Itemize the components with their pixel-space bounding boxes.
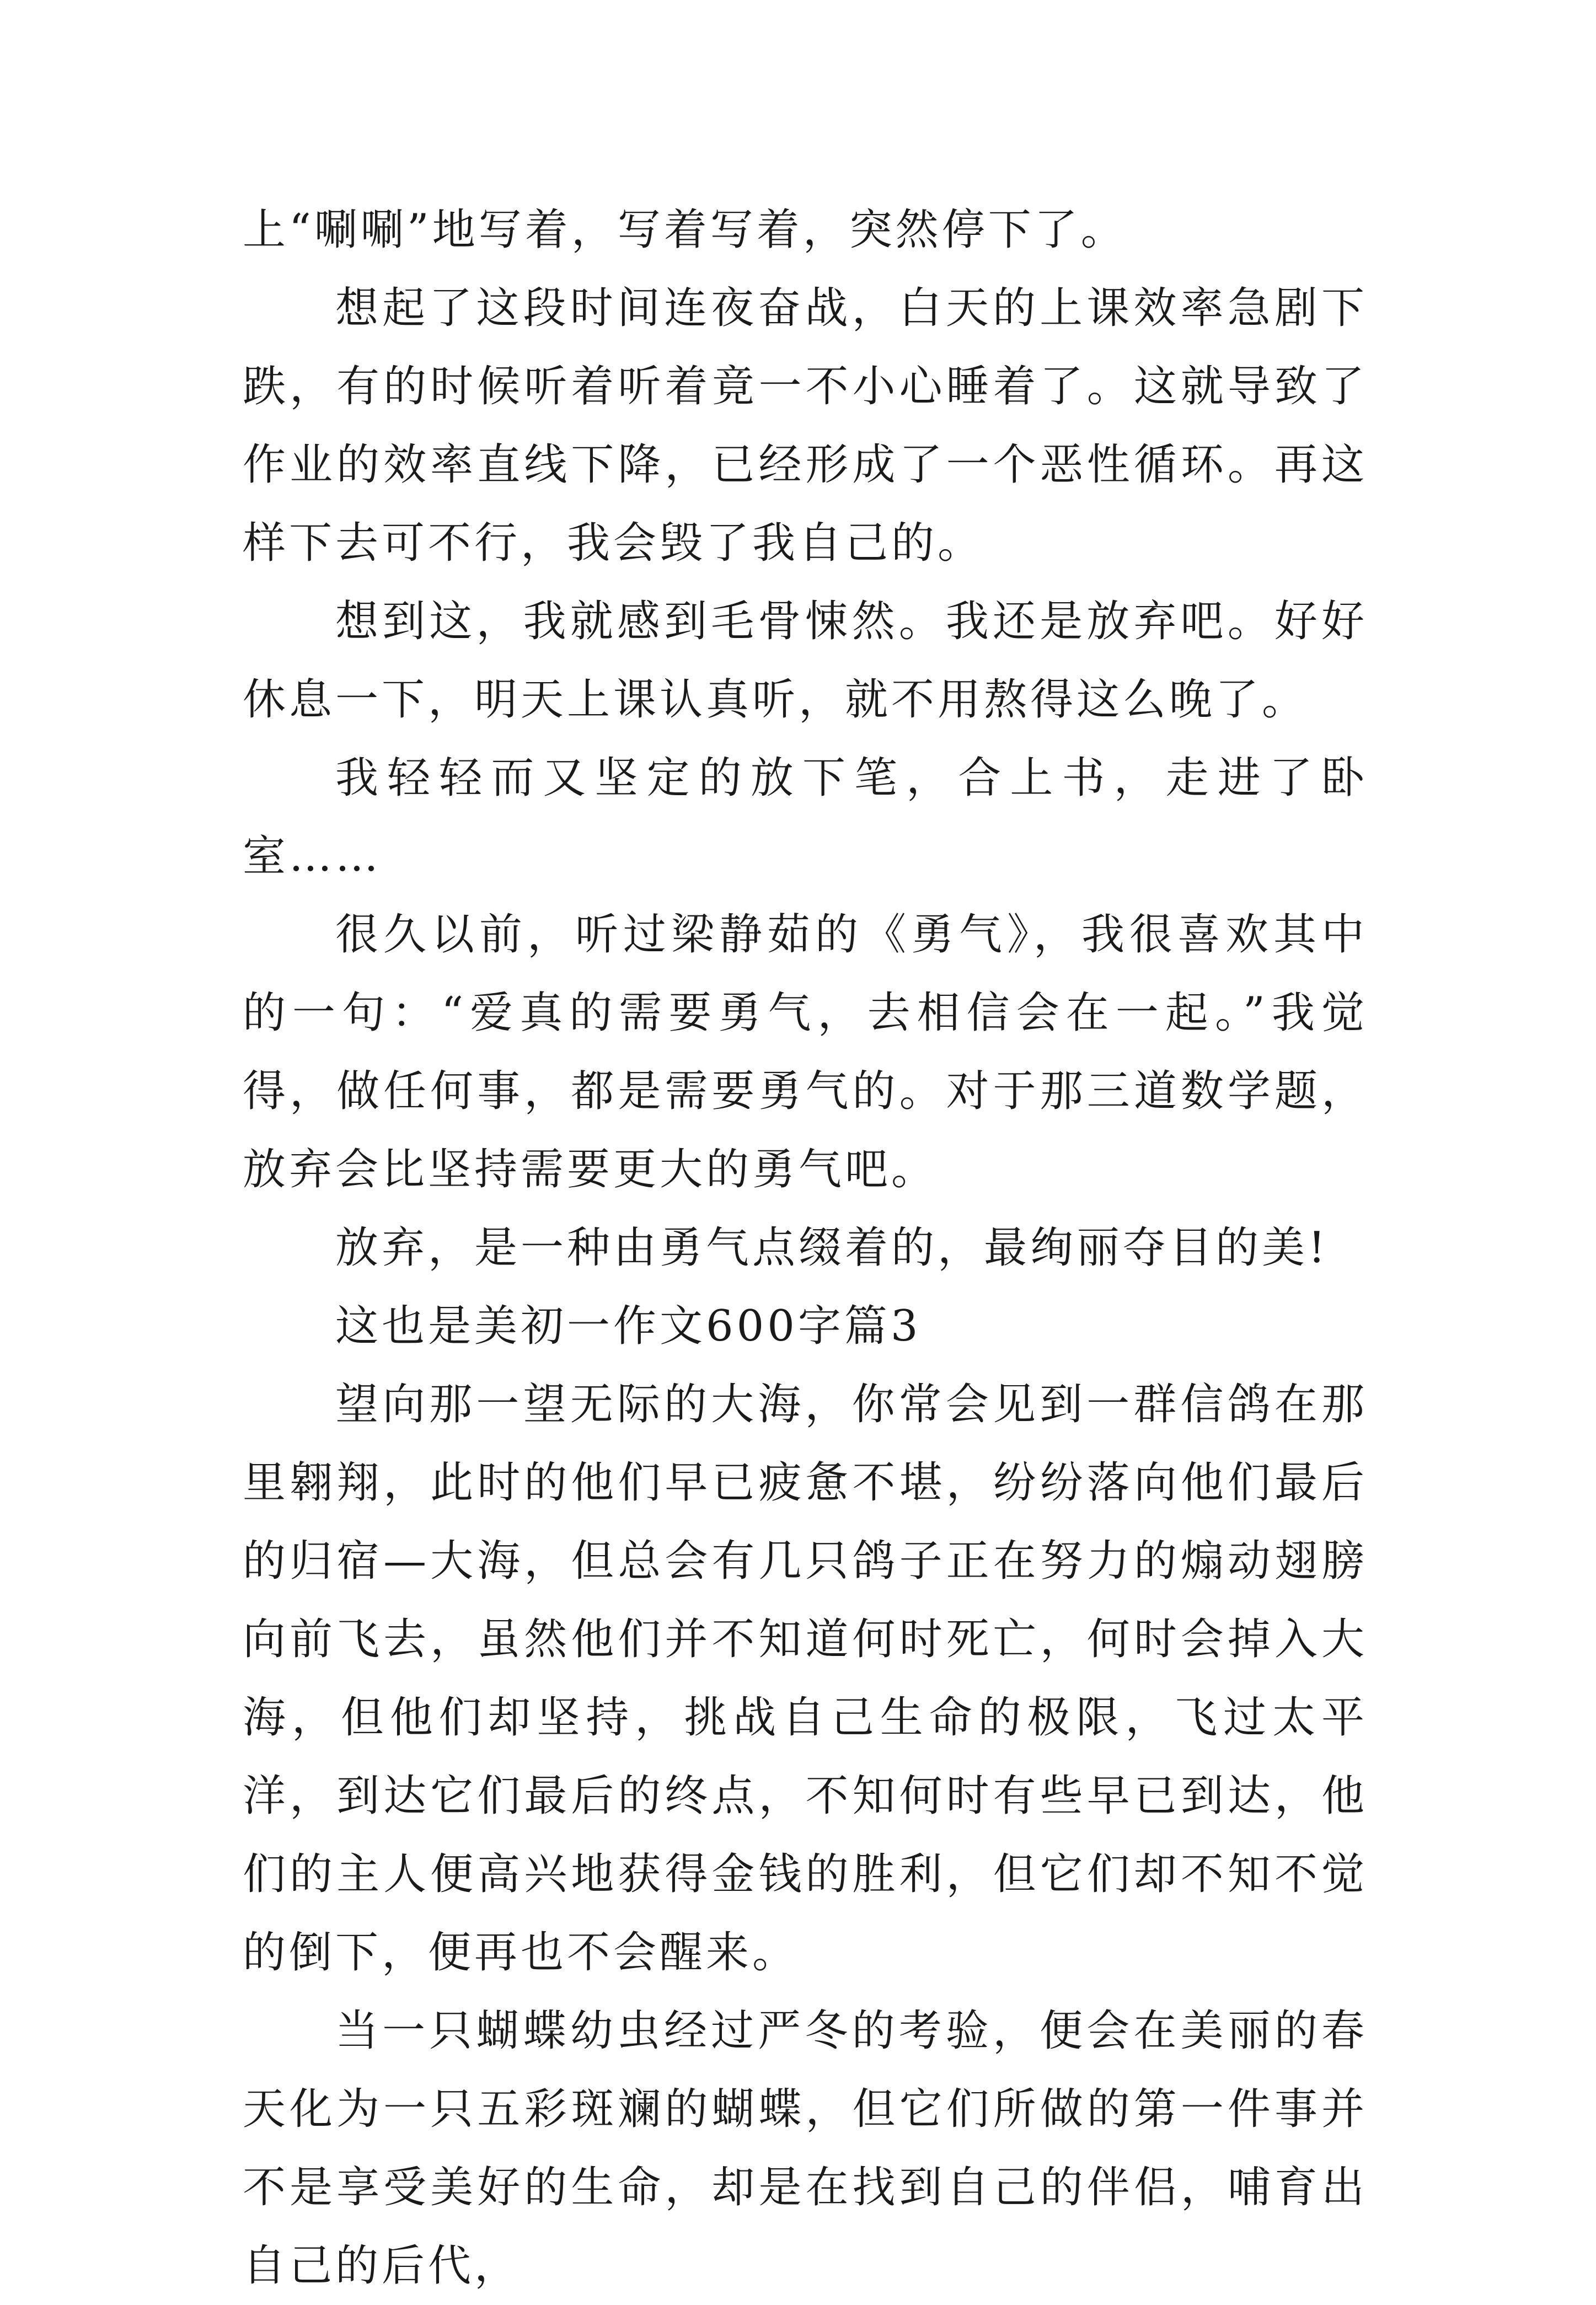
paragraph-7: 望向那一望无际的大海，你常会见到一群信鸽在那里翱翔，此时的他们早已疲惫不堪，纷纷落向他们最后的归宿—大海，但总会有几只鸽子正在努力的煽动翅膀向前飞去，虽然他们并不知道何时死亡，何时会掉入大海，但他们却坚持，挑战自己生命的极限，飞过太平洋，到达它们最后的终点，不知何时有些早已到达，他们的主人便高兴地获得金钱的胜利，但它们却不知不觉的倒下，便再也不会醒来。 [243, 1380, 1368, 1977]
essay-body [243, 191, 1368, 2305]
paragraph-2: 想起了这段时间连夜奋战，白天的上课效率急剧下跌，有的时候听着听着竟一不小心睡着了。这就导致了作业的效率直线下降，已经形成了一个恶性循环。再这样下去可不行，我会毁了我自己的。 [243, 283, 1368, 568]
section-heading: 这也是美初一作文600字篇3 [335, 1301, 922, 1351]
paragraph-4: 我轻轻而又坚定的放下笔，合上书，走进了卧室…… [243, 753, 1368, 881]
paragraph-5: 很久以前，听过梁静茹的《勇气》，我很喜欢其中的一句：“爱真的需要勇气，去相信会在一起。”我觉得，做任何事，都是需要勇气的。对于那三道数学题，放弃会比坚持需要更大的勇气吧。 [243, 910, 1368, 1194]
paragraph-8: 当一只蝴蝶幼虫经过严冬的考验，便会在美丽的春天化为一只五彩斑斓的蝴蝶，但它们所做的第一件事并不是享受美好的生命，却是在找到自己的伴侣，哺育出自己的后代， [243, 2006, 1368, 2291]
paragraph-1: 上“唰唰”地写着，写着写着，突然停下了。 [243, 205, 1127, 255]
paragraph-6: 放弃，是一种由勇气点缀着的，最绚丽夺目的美! [335, 1223, 1329, 1273]
paragraph-3: 想到这，我就感到毛骨悚然。我还是放弃吧。好好休息一下，明天上课认真听，就不用熬得这么晚了。 [243, 597, 1368, 725]
